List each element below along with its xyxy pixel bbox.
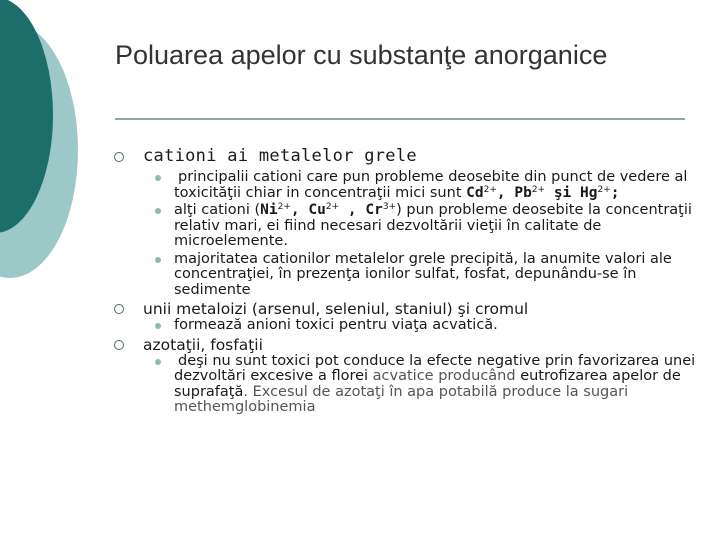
sub-bullet-precipitation	[112, 252, 702, 299]
text: formează anioni toxici pentru viaţa acvatică.	[174, 317, 498, 333]
sub-bullet-main-cations	[112, 170, 702, 201]
slide-title: Poluarea apelor cu substanţe anorganice	[115, 40, 608, 70]
text: majoritatea cationilor metalelor grele precipită, la anumite valori ale concentraţiei, în prezenţa ionilor sulfat, fosfat, depunându-se în sedimente	[174, 250, 672, 298]
cu-charge: 2+	[325, 202, 340, 212]
terminator: ;	[610, 184, 620, 201]
text-pre: alţi cationi (	[174, 202, 261, 218]
hg-symbol: Hg	[580, 184, 598, 201]
hg-charge: 2+	[597, 184, 611, 195]
slide-content	[112, 146, 702, 418]
dot-bullet-icon	[155, 257, 161, 263]
pb-symbol: Pb	[514, 184, 532, 201]
dot-bullet-icon	[155, 323, 161, 329]
dot-bullet-icon	[155, 208, 161, 214]
text-light: acvatice producând	[372, 368, 521, 384]
bullet-label: azotaţii, fosfaţii	[143, 335, 263, 354]
pb-charge: 2+	[531, 184, 546, 195]
hollow-circle-bullet-icon	[114, 340, 124, 350]
bullet-label: cationi ai metalelor grele	[143, 146, 417, 166]
separator: ,	[339, 202, 366, 218]
hollow-circle-bullet-icon	[114, 152, 124, 162]
cr-charge: 3+	[382, 202, 397, 212]
ni-charge: 2+	[277, 202, 291, 212]
cd-charge: 2+	[483, 184, 497, 195]
ni-symbol: Ni	[260, 202, 278, 218]
text-post: ) pun probleme deosebite la concentraţii relativ mari, ei fiind necesari dezvoltării vieţii în calitate de microelemente.	[174, 202, 692, 249]
cu-symbol: Cu	[308, 202, 326, 218]
text: deşi nu sunt toxici pot conduce la efecte negative prin favorizarea unei dezvoltări excesive a florei	[174, 352, 696, 384]
text-mid: eutrofizarea apelor de suprafaţă	[174, 368, 681, 400]
sub-bullet-eutrophication	[112, 354, 702, 416]
separator: ,	[496, 184, 515, 201]
separator: ,	[290, 202, 309, 218]
decorative-shapes	[0, 0, 110, 300]
text: principalii cationi care pun probleme deosebite din punct de vedere al toxicităţii chiar in concentraţii mici sunt	[174, 169, 688, 201]
cr-symbol: Cr	[365, 202, 383, 218]
hollow-circle-bullet-icon	[114, 304, 124, 314]
sub-bullet-toxic-anions	[112, 318, 702, 334]
conjunction: şi	[545, 184, 581, 201]
bullet-heavy-metal-cations	[112, 146, 702, 166]
bullet-nitrates-phosphates	[112, 336, 702, 354]
cd-symbol: Cd	[466, 184, 484, 201]
dot-bullet-icon	[155, 359, 161, 365]
title-divider	[115, 118, 685, 120]
text-end: . Excesul de azotaţi în apa potabilă produce la sugari methemglobinemia	[174, 383, 629, 415]
bullet-metalloids	[112, 300, 702, 318]
dot-bullet-icon	[155, 175, 161, 181]
bullet-label: unii metaloizi (arsenul, seleniul, staniul) şi cromul	[143, 300, 529, 318]
sub-bullet-other-cations	[112, 203, 702, 250]
